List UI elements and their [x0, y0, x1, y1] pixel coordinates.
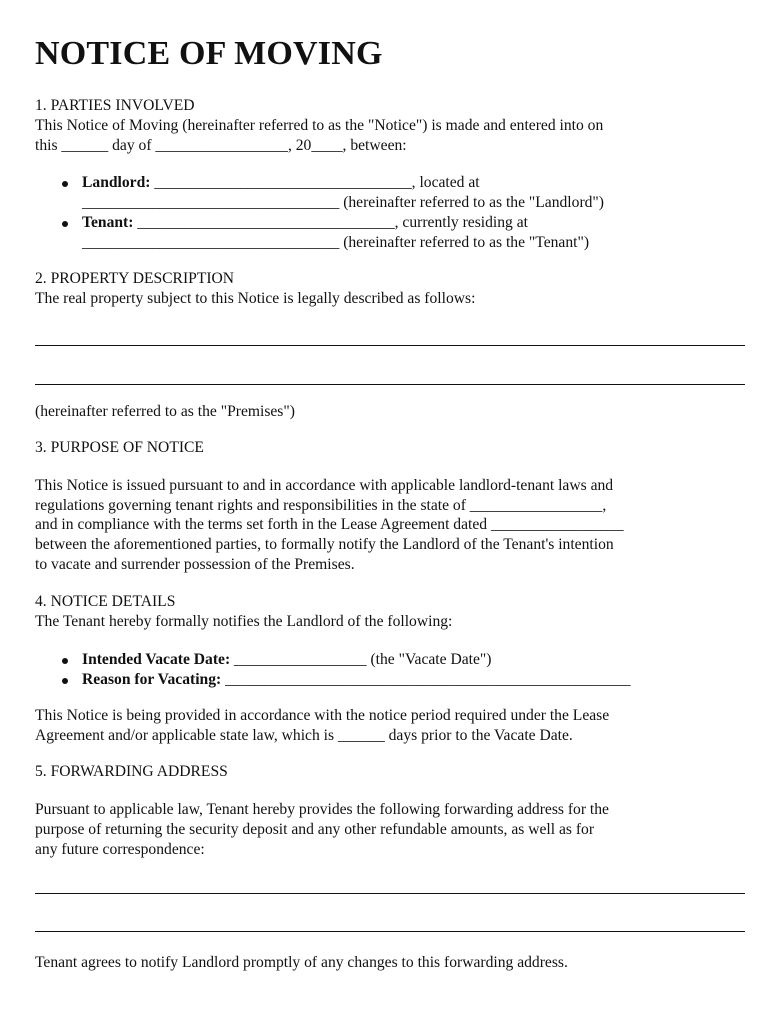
reason-item	[35, 670, 750, 690]
reason-value: ____________________________________________________	[221, 671, 631, 688]
section-2-heading: 2. PROPERTY DESCRIPTION	[35, 270, 235, 287]
section-2-text: The real property subject to this Notice is legally described as follows:	[35, 290, 476, 307]
forwarding-address-line-2	[35, 931, 745, 932]
section-5-line-2: purpose of returning the security deposit and any other refundable amounts, as well as for	[35, 821, 595, 838]
section-3-line-2: regulations governing tenant rights and responsibilities in the state of _________________,	[35, 497, 607, 514]
parties-list	[35, 173, 750, 253]
section-3-heading: 3. PURPOSE OF NOTICE	[35, 439, 204, 456]
section-3-line-5: to vacate and surrender possession of the Premises.	[35, 556, 355, 573]
section-3-line-3: and in compliance with the terms set forth in the Lease Agreement dated _________________	[35, 516, 624, 533]
vacate-date-item	[35, 650, 750, 670]
tenant-line-2: _________________________________ (hereinafter referred to as the "Tenant")	[82, 234, 590, 251]
section-4-heading: 4. NOTICE DETAILS	[35, 593, 176, 610]
document-title: NOTICE OF MOVING	[35, 35, 383, 72]
landlord-line-2: _________________________________ (hereinafter referred to as the "Landlord")	[82, 194, 604, 211]
premises-note: (hereinafter referred to as the "Premises")	[35, 403, 295, 420]
tenant-label: Tenant:	[82, 214, 134, 231]
section-1-heading: 1. PARTIES INVOLVED	[35, 97, 195, 114]
section-3-line-1: This Notice is issued pursuant to and in accordance with applicable landlord-tenant laws and	[35, 477, 614, 494]
forwarding-address-line-1	[35, 893, 745, 894]
property-description-line-2	[35, 384, 745, 385]
landlord-label: Landlord:	[82, 174, 151, 191]
section-1-line-2: this ______ day of _________________, 20____, between:	[35, 137, 407, 154]
property-description-line-1	[35, 345, 745, 346]
notice-details-list	[35, 650, 750, 690]
vacate-date-value: _________________ (the "Vacate Date")	[230, 651, 492, 668]
landlord-line-1: _________________________________, located at	[150, 174, 480, 191]
tenant-item	[35, 213, 750, 253]
landlord-item	[35, 173, 750, 213]
reason-label: Reason for Vacating:	[82, 671, 222, 688]
section-4-para-line-1: This Notice is being provided in accordance with the notice period required under the Lease	[35, 707, 610, 724]
section-1-line-1: This Notice of Moving (hereinafter referred to as the "Notice") is made and entered into on	[35, 117, 604, 134]
section-5-heading: 5. FORWARDING ADDRESS	[35, 763, 228, 780]
section-4-text: The Tenant hereby formally notifies the Landlord of the following:	[35, 613, 453, 630]
section-4-para-line-2: Agreement and/or applicable state law, which is ______ days prior to the Vacate Date.	[35, 727, 573, 744]
section-5-line-1: Pursuant to applicable law, Tenant hereby provides the following forwarding address for the	[35, 801, 609, 818]
vacate-date-label: Intended Vacate Date:	[82, 651, 231, 668]
section-5-closing: Tenant agrees to notify Landlord promptly of any changes to this forwarding address.	[35, 954, 568, 971]
tenant-line-1: _________________________________, currently residing at	[133, 214, 528, 231]
section-3-line-4: between the aforementioned parties, to formally notify the Landlord of the Tenant's intention	[35, 536, 614, 553]
section-5-line-3: any future correspondence:	[35, 841, 205, 858]
